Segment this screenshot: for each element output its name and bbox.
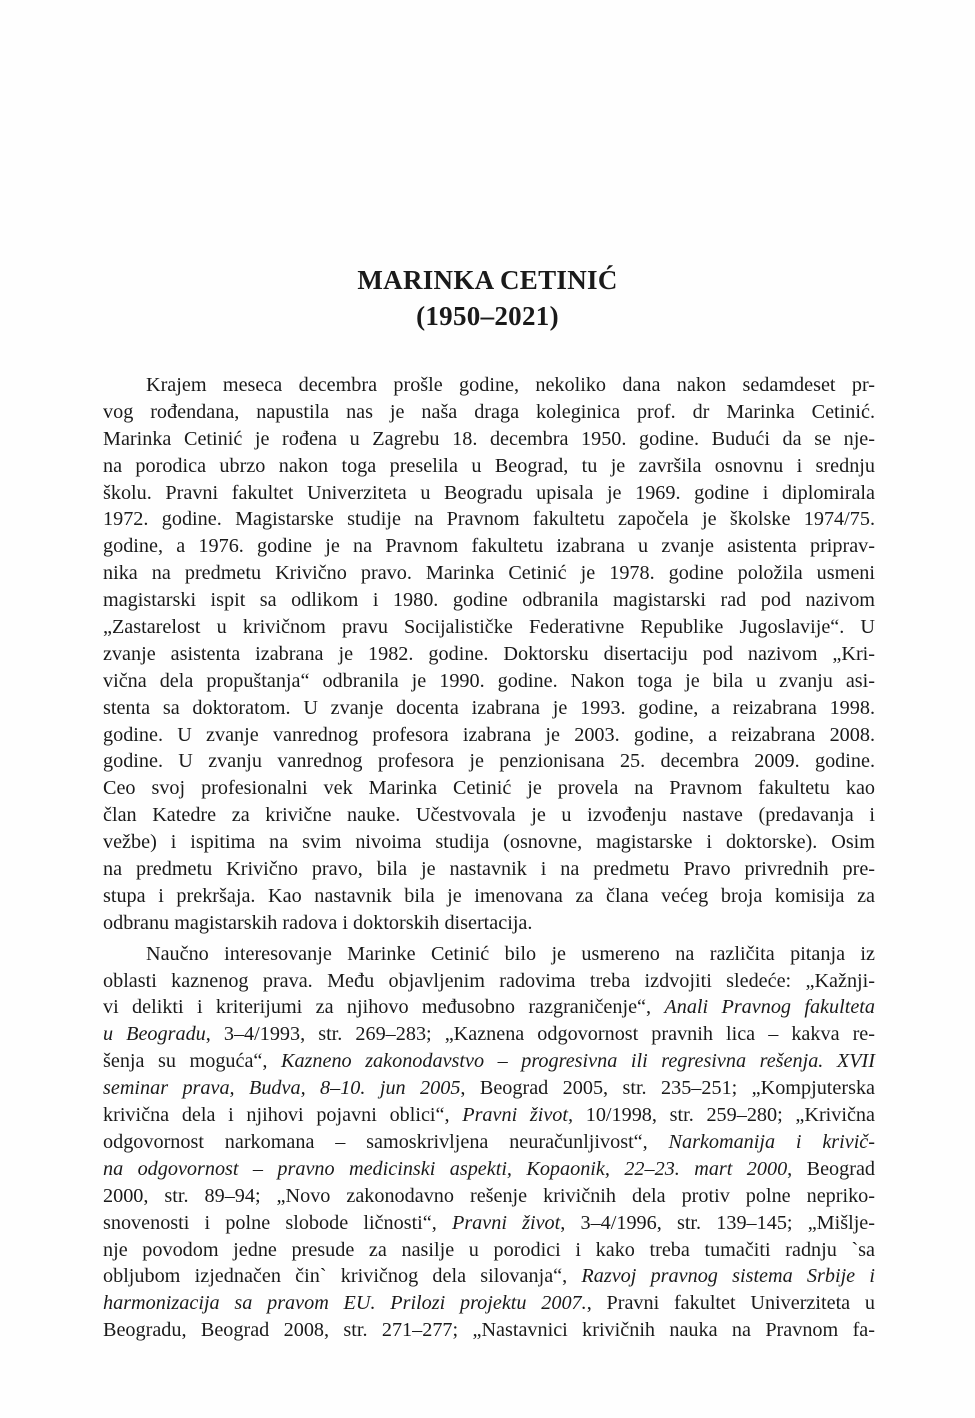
text-run: Ceo svoj profesionalni vek Marinka Cetinić je provela na Pravnom fakultetu kao: [103, 777, 875, 800]
text-run: na predmetu Krivično pravo, bila je nastavnik i na predmetu Pravo privrednih pre-: [103, 858, 875, 881]
text-line: [103, 994, 875, 1021]
text-run: Krajem meseca decembra prošle godine, nekoliko dana nakon sedamdeset pr-: [146, 374, 875, 396]
body-text: [103, 372, 875, 1344]
italic-citation: Pravni život,: [462, 1104, 574, 1127]
text-line: [103, 1237, 875, 1264]
text-run: Beogradu, Beograd 2008, str. 271–277; „Nastavnici krivičnih nauka na Pravnom fa-: [103, 1319, 875, 1342]
text-line: [103, 1317, 875, 1344]
text-run: magistarski ispit sa odlikom i 1980. godine odbranila magistarski rad pod nazivom: [103, 589, 875, 612]
text-line: [103, 1075, 875, 1102]
text-run: oblasti kaznenog prava. Među objavljenim radovima treba izdvojiti sledeće: „Kažnji-: [103, 969, 875, 992]
italic-citation: Kazneno zakonodavstvo – progresivna ili regresivna rešenja. XVII: [280, 1050, 875, 1073]
text-line: [103, 883, 875, 910]
text-run: zvanje asistenta izabrana je 1982. godine. Doktorsku disertaciju pod nazivom „Kri-: [103, 642, 875, 665]
paragraph: [103, 941, 875, 1344]
text-run: obljubom izjednačen čin` krivičnog dela silovanja“,: [103, 1265, 582, 1288]
italic-citation: Anali Pravnog fakulteta: [664, 996, 875, 1019]
text-run: godine, a 1976. godine je na Pravnom fakultetu izabrana u zvanje asistenta priprav-: [103, 535, 875, 558]
italic-citation: Razvoj pravnog sistema Srbije i: [581, 1265, 875, 1288]
text-line: [103, 1183, 875, 1210]
text-line: [103, 695, 875, 722]
text-run: , Beograd: [787, 1157, 876, 1180]
text-run: godine. U zvanju vanrednog profesora je penzionisana 25. decembra 2009. godine.: [103, 750, 875, 773]
text-run: , 3–4/1993, str. 269–283; „Kaznena odgovornost pravnih lica – kakva re-: [205, 1023, 875, 1046]
text-run: , Pravni fakultet Univerziteta u: [586, 1292, 875, 1315]
text-run: vog rođendana, napustila nas je naša draga koleginica prof. dr Marinka Cetinić.: [103, 400, 875, 423]
text-line: [103, 1048, 875, 1075]
text-line: [103, 372, 875, 399]
text-line: [103, 506, 875, 533]
text-run: Naučno interesovanje Marinke Cetinić bilo je usmereno na različita pitanja iz: [146, 942, 875, 965]
text-run: vežbe) i ispitima na svim nivoima studija (osnovne, magistarske i doktorske). Osim: [103, 831, 875, 854]
text-line: [103, 722, 875, 749]
text-run: odgovornost narkomana – samoskrivljena neuračunljivost“,: [103, 1130, 669, 1153]
text-run: Marinka Cetinić je rođena u Zagrebu 18. decembra 1950. godine. Budući da se nje-: [103, 427, 875, 450]
text-line: [103, 1021, 875, 1048]
text-run: nika na predmetu Krivično pravo. Marinka Cetinić je 1978. godine položila usmeni: [103, 562, 875, 585]
text-run: vična dela propuštanja“ odbranila je 1990. godine. Nakon toga je bila u zvanju asi-: [103, 669, 875, 692]
text-line: [103, 802, 875, 829]
text-line: [103, 453, 875, 480]
text-line: [103, 1129, 875, 1156]
italic-citation: Pravni život: [451, 1211, 561, 1234]
text-run: na porodica ubrzo nakon toga preselila u Beograd, tu je završila osnovnu i srednju: [103, 454, 875, 477]
obituary-heading: [0, 262, 975, 334]
text-run: nje povodom jedne presude za nasilje u porodici i kako treba tumačiti radnju `sa: [103, 1238, 875, 1261]
italic-citation: harmonizacija sa pravom EU. Prilozi projektu 2007.: [103, 1292, 587, 1315]
text-line: [103, 1156, 875, 1183]
text-line: [103, 748, 875, 775]
text-run: školu. Pravni fakultet Univerziteta u Beogradu upisala je 1969. godine i diplomirala: [103, 481, 875, 504]
text-line: [103, 560, 875, 587]
italic-citation: na odgovornost – pravno medicinski aspekti, Kopaonik, 22–23. mart 2000: [103, 1157, 788, 1180]
text-run: snovenosti i polne slobode ličnosti“,: [103, 1211, 452, 1234]
paragraph: [103, 372, 875, 937]
text-run: krivična dela i njihovi pojavni oblici“,: [103, 1104, 463, 1127]
text-run: šenja su moguća“,: [103, 1050, 281, 1073]
text-line: [103, 968, 875, 995]
text-run: član Katedre za krivične nauke. Učestvovala je u izvođenju nastave (predavanja i: [103, 804, 875, 827]
text-line: [103, 641, 875, 668]
text-run: vi delikti i kriterijumi za njihovo međusobno razgraničenje“,: [103, 996, 665, 1019]
text-line: [103, 941, 875, 968]
text-line: [103, 1210, 875, 1237]
text-line: [103, 533, 875, 560]
text-line: [103, 668, 875, 695]
text-line: [103, 910, 875, 937]
heading-dates: (1950–2021): [416, 301, 559, 331]
text-line: [103, 614, 875, 641]
text-run: 10/1998, str. 259–280; „Krivična: [573, 1104, 875, 1127]
text-line: [103, 829, 875, 856]
text-line: [103, 1263, 875, 1290]
text-run: , Beograd 2005, str. 235–251; „Kompjuterska: [460, 1077, 876, 1100]
heading-name: MARINKA CETINIĆ: [357, 265, 618, 295]
text-run: 1972. godine. Magistarske studije na Pravnom fakultetu započela je školske 1974/75.: [103, 508, 875, 531]
italic-citation: Narkomanija i krivič-: [668, 1130, 875, 1153]
text-run: odbranu magistarskih radova i doktorskih disertacija.: [103, 911, 533, 934]
text-line: [103, 775, 875, 802]
text-run: , 3–4/1996, str. 139–145; „Mišlje-: [560, 1211, 875, 1234]
text-line: [103, 480, 875, 507]
text-line: [103, 426, 875, 453]
text-run: stupa i prekršaja. Kao nastavnik bila je imenovana za člana većeg broja komisija za: [103, 884, 875, 907]
text-line: [103, 399, 875, 426]
text-run: godine. U zvanje vanrednog profesora izabrana je 2003. godine, a reizabrana 2008.: [103, 723, 875, 746]
text-line: [103, 856, 875, 883]
text-run: „Zastarelost u krivičnom pravu Socijalističke Federativne Republike Jugoslavije“. U: [103, 616, 875, 639]
text-run: 2000, str. 89–94; „Novo zakonodavno rešenje krivičnih dela protiv polne nepriko-: [103, 1184, 875, 1207]
text-line: [103, 587, 875, 614]
text-line: [103, 1102, 875, 1129]
text-line: [103, 1290, 875, 1317]
italic-citation: u Beogradu: [103, 1023, 206, 1046]
italic-citation: seminar prava, Budva, 8–10. jun 2005: [103, 1077, 461, 1100]
text-run: stenta sa doktoratom. U zvanje docenta izabrana je 1993. godine, a reizabrana 1998.: [103, 696, 875, 719]
